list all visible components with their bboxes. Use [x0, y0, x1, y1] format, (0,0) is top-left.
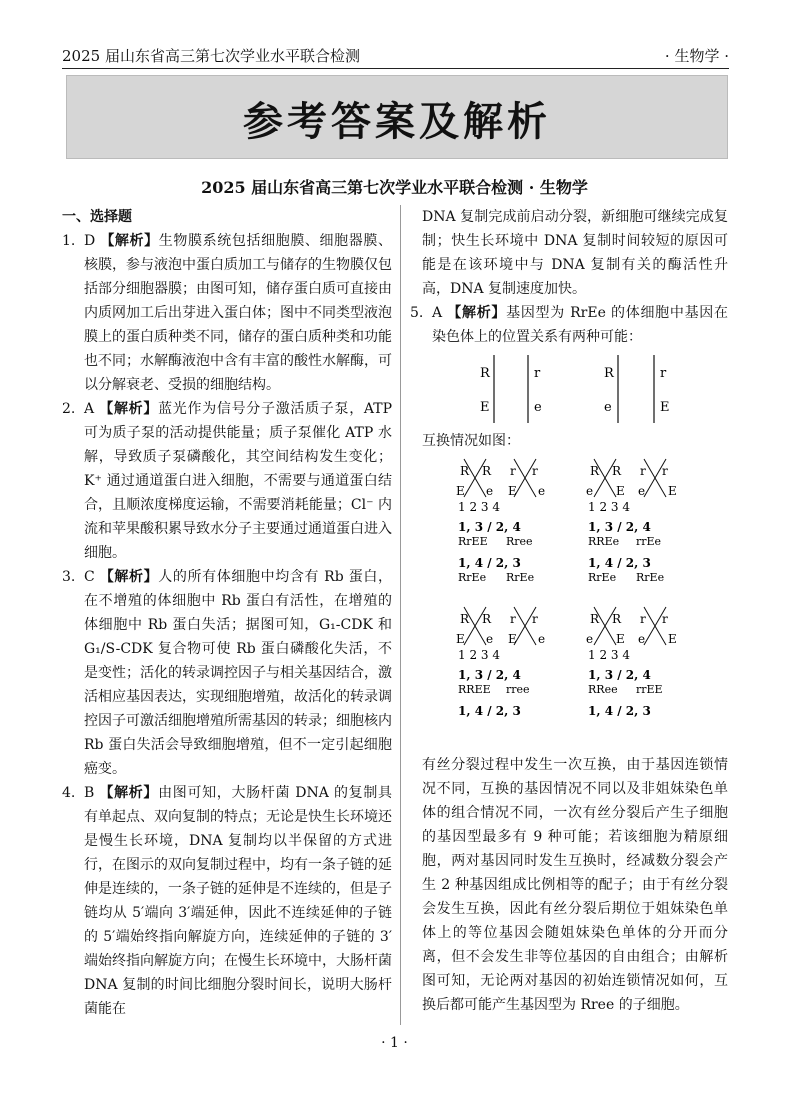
genotype-label: rrEe	[636, 535, 662, 548]
genotype-label: Rree	[506, 535, 533, 548]
header-subject: · 生物学 ·	[664, 47, 729, 65]
swap-caption: 互换情况如图：	[422, 433, 520, 449]
allele-label: r	[660, 366, 667, 381]
allele-label: r	[640, 612, 646, 626]
allele-label: r	[532, 612, 538, 626]
allele-label: R	[612, 612, 622, 626]
genotype-label: RRee	[588, 683, 618, 696]
section-heading: 一、选择题	[62, 209, 132, 225]
allele-label: e	[604, 400, 612, 415]
question-item	[62, 781, 392, 1021]
combination-label: 1, 4 / 2, 3	[588, 704, 651, 718]
allele-label: R	[460, 464, 470, 478]
left-column	[62, 205, 392, 1021]
allele-label: E	[508, 484, 517, 498]
allele-label: R	[482, 464, 492, 478]
allele-label: e	[586, 632, 594, 646]
allele-label: e	[486, 632, 494, 646]
header-rule	[62, 68, 729, 69]
allele-label: E	[616, 632, 625, 646]
combination-label: 1, 4 / 2, 3	[588, 556, 651, 570]
genotype-label: RREe	[588, 535, 620, 548]
allele-label: R	[590, 612, 600, 626]
right-column	[410, 205, 728, 1017]
chromatid-numbers: 1 2 3 4	[588, 648, 630, 662]
analysis-tag: 【解析】	[99, 785, 159, 801]
analysis-tag: 【解析】	[447, 305, 507, 321]
header-title: 2025 届山东省高三第七次学业水平联合检测	[62, 47, 360, 65]
answer-letter: C	[84, 569, 95, 585]
chromosome-pair-b	[604, 355, 670, 423]
analysis-text: 由图可知，大肠杆菌 DNA 的复制具有单起点、双向复制的特点；无论是快生长环境还是慢生长环境，DNA 复制均以半保留的方式进行，在图示的双向复制过程中，均有一条子链的延伸是连续的，一条子链的延伸是不连续的，但是子链均从 5′端向 3′端延伸，因此不连续延伸的子链的 5′端始终指向解旋方向，连续延伸的子链的 3′端始终指向解旋方向；在慢生长环境中，大肠杆菌 DNA 复制的时间比细胞分裂时间长，说明大肠杆菌能在	[84, 785, 392, 1017]
answer-letter: A	[432, 305, 443, 321]
allele-label: R	[604, 366, 614, 381]
answer-letter: B	[84, 785, 95, 801]
genotype-label: RrEe	[458, 571, 487, 584]
chromatid-numbers: 1 2 3 4	[458, 500, 500, 514]
genotype-label: RrEe	[636, 571, 665, 584]
allele-label: R	[480, 366, 490, 381]
banner-title: 参考答案及解析	[243, 99, 551, 145]
allele-label: r	[662, 612, 668, 626]
question-item	[62, 565, 392, 781]
allele-label: e	[638, 484, 646, 498]
allele-label: r	[662, 464, 668, 478]
allele-label: e	[638, 632, 646, 646]
chromosome-pair-a	[480, 355, 542, 423]
allele-label: r	[532, 464, 538, 478]
allele-label: e	[486, 484, 494, 498]
genotype-label: RrEe	[506, 571, 535, 584]
question-number: 2.	[62, 401, 76, 417]
allele-label: R	[590, 464, 600, 478]
combination-label: 1, 3 / 2, 4	[588, 520, 651, 534]
chromatid-numbers: 1 2 3 4	[458, 648, 500, 662]
combination-label: 1, 4 / 2, 3	[458, 704, 521, 718]
conclusion-text: 有丝分裂过程中发生一次互换，由于基因连锁情况不同，互换的基因情况不同以及非姐妹染色单体的组合情况不同，一次有丝分裂后产生子细胞的基因型最多有 9 种可能；若该细胞为精原细胞，两对基因同时发生互换时，经减数分裂会产生 2 种基因组成比例相等的配子；由于有丝分裂会发生互换，因此有丝分裂后期位于姐妹染色单体上的等位基因会随姐妹染色单体的分开而分离，但不会发生非等位基因的自由组合；由解析图可知，无论两对基因的初始连锁情况如何，互换后都可能产生基因型为 Rree 的子细胞。	[422, 757, 728, 1013]
question-number: 5.	[410, 305, 424, 321]
allele-label: R	[460, 612, 470, 626]
chromosome-position-diagram	[410, 349, 728, 429]
allele-label: e	[534, 400, 542, 415]
allele-label: R	[612, 464, 622, 478]
allele-label: e	[538, 632, 546, 646]
analysis-text: 人的所有体细胞中均含有 Rb 蛋白，在不增殖的体细胞中 Rb 蛋白有活性，在增殖的体细胞中 Rb 蛋白失活；据图可知，G₁-CDK 和 G₁/S-CDK 复合物可使 Rb 蛋白磷酸化失活，不是变性；活化的转录调控因子与相关基因结合，激活相应基因表达，实现细胞增殖，故活化的转录调控因子可激活细胞增殖所需基因的转录；细胞核内 Rb 蛋白失活会导致细胞增殖，但不一定引起细胞癌变。	[84, 569, 393, 777]
allele-label: E	[480, 400, 490, 415]
allele-label: E	[616, 484, 625, 498]
analysis-tag: 【解析】	[100, 233, 159, 249]
question-number: 4.	[62, 785, 76, 801]
question-item	[62, 397, 392, 565]
column-divider	[400, 205, 401, 1025]
combination-label: 1, 3 / 2, 4	[588, 668, 651, 682]
allele-label: r	[640, 464, 646, 478]
combination-label: 1, 3 / 2, 4	[458, 668, 521, 682]
analysis-text: 蓝光作为信号分子激活质子泵，ATP 可为质子泵的活动提供能量；质子泵催化 ATP 水解，导致质子泵磷酸化，其空间结构发生变化；K⁺ 通过通道蛋白进入细胞，不需要与通道蛋白结合，且顺浓度梯度运输，不需要消耗能量；Cl⁻ 内流和苹果酸积累导致水分子主要通过通道蛋白进入细胞。	[84, 401, 393, 561]
allele-label: r	[510, 464, 516, 478]
question-item	[410, 301, 728, 349]
analysis-text: 基因型为 RrEe 的体细胞中基因在染色体上的位置关系有两种可能：	[432, 305, 729, 345]
allele-label: e	[586, 484, 594, 498]
page-number: · 1 ·	[381, 1035, 408, 1051]
allele-label: E	[668, 632, 677, 646]
allele-label: E	[508, 632, 517, 646]
answer-letter: A	[84, 401, 95, 417]
analysis-text: 生物膜系统包括细胞膜、细胞器膜、核膜，参与液泡中蛋白质加工与储存的生物膜仅包括部分细胞器膜；由图可知，储存蛋白质可直接由内质网加工后出芽进入蛋白体；图中不同类型液泡膜上的蛋白质种类不同，储存的蛋白质种类和功能也不同；水解酶液泡中含有丰富的酸性水解酶，可以分解衰老、受损的细胞结构。	[84, 233, 393, 393]
crossover-diagram	[410, 453, 728, 753]
allele-label: E	[668, 484, 677, 498]
allele-label: E	[456, 484, 465, 498]
question-item	[62, 229, 392, 397]
question-number: 3.	[62, 569, 76, 585]
allele-label: r	[510, 612, 516, 626]
answer-letter: D	[84, 233, 96, 249]
continued-text: DNA 复制完成前启动分裂，新细胞可继续完成复制；快生长环境中 DNA 复制时间较短的原因可能是在该环境中与 DNA 复制有关的酶活性升高，DNA 复制速度加快。	[422, 209, 728, 297]
analysis-tag: 【解析】	[99, 569, 159, 585]
allele-label: E	[660, 400, 670, 415]
question-number: 1.	[62, 233, 76, 249]
genotype-label: RREE	[458, 683, 491, 696]
analysis-tag: 【解析】	[99, 401, 159, 417]
genotype-label: rree	[506, 683, 530, 696]
allele-label: e	[538, 484, 546, 498]
combination-label: 1, 4 / 2, 3	[458, 556, 521, 570]
chromatid-numbers: 1 2 3 4	[588, 500, 630, 514]
genotype-label: RrEe	[588, 571, 617, 584]
combination-label: 1, 3 / 2, 4	[458, 520, 521, 534]
genotype-label: rrEE	[636, 683, 663, 696]
genotype-label: RrEE	[458, 535, 488, 548]
allele-label: E	[456, 632, 465, 646]
document-subtitle: 2025 届山东省高三第七次学业水平联合检测 · 生物学	[201, 178, 588, 197]
allele-label: r	[534, 366, 541, 381]
allele-label: R	[482, 612, 492, 626]
title-banner	[66, 75, 728, 159]
